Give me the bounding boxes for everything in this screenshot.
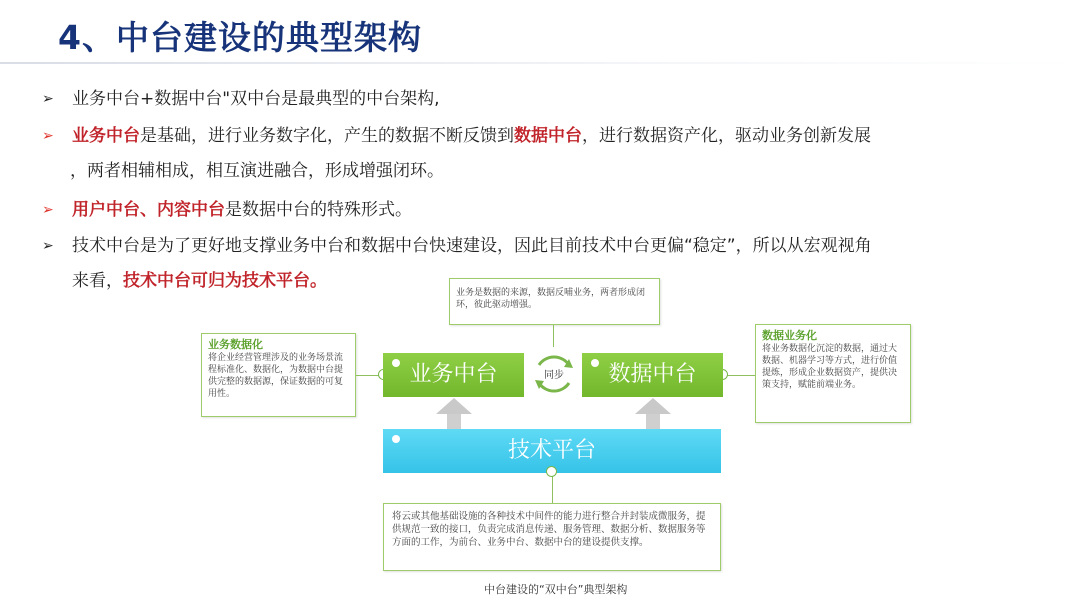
arrow-bullet-icon: ➢ [42, 128, 54, 144]
sync-label: 同步 [544, 370, 564, 381]
bullet-dot [392, 435, 400, 443]
data-platform-block [582, 353, 723, 397]
bullet-2-part: 是基础，进行业务数字化，产生的数据不断反馈到 [140, 126, 514, 146]
bottom-note: 将云或其他基础设施的各种技术中间件的能力进行整合并封装成微服务，提供规范一致的接口，负责完成消息传递、服务管理、数据分析、数据服务等方面的工作，为前台、业务中台、数据中台的建设提供支撑。 [383, 503, 721, 571]
bullet-2-text [72, 123, 871, 149]
bullet-1-text: 业务中台+数据中台"双中台是最典型的中台架构, [72, 89, 440, 109]
arrow-bullet-icon: ➢ [42, 202, 54, 218]
top-note: 业务是数据的来源，数据反哺业务，两者形成闭环，彼此驱动增强。 [449, 278, 660, 325]
tech-platform-label: 技术平台 [507, 438, 596, 463]
right-note [755, 324, 911, 423]
data-platform-label: 数据中台 [608, 362, 697, 387]
arrow-stem [646, 414, 660, 429]
bullet-2-part: ，进行数据资产化，驱动业务创新发展 [582, 126, 871, 146]
diagram-caption: 中台建设的“双中台”典型架构 [484, 583, 628, 596]
bullet-2-continuation: ，两者相辅相成，相互演进融合，形成增强闭环。 [70, 161, 444, 181]
left-note-heading: 业务数据化 [208, 338, 263, 351]
highlight-tech-platform: 技术中台可归为技术平台。 [123, 271, 327, 291]
connector-line [552, 473, 553, 503]
business-platform-label: 业务中台 [409, 362, 498, 387]
highlight-user-content-platform: 用户中台、内容中台 [72, 200, 225, 220]
left-note [201, 333, 356, 417]
arrow-bullet-icon: ➢ [42, 91, 54, 107]
up-arrow-icon [436, 398, 472, 414]
business-platform-block [383, 353, 524, 397]
left-note-body: 将企业经营管理涉及的业务场景流程标准化、数据化，为数据中台提供完整的数据源，保证数据的可复用性。 [208, 353, 344, 399]
arrow-stem [447, 414, 461, 429]
bullet-dot [591, 359, 599, 367]
bullet-4-part: 来看， [72, 271, 123, 291]
bullet-4-continuation [72, 268, 327, 294]
title-divider [0, 62, 1080, 64]
connector-line [724, 375, 755, 376]
bullet-4-text: 技术中台是为了更好地支撑业务中台和数据中台快速建设，因此目前技术中台更偏“稳定”，所以从宏观视角 [72, 236, 872, 256]
highlight-business-platform: 业务中台 [72, 126, 140, 146]
connector-node [546, 466, 557, 477]
connector-line [553, 325, 554, 347]
highlight-data-platform: 数据中台 [514, 126, 582, 146]
right-note-heading: 数据业务化 [762, 329, 817, 342]
bullet-3-text [72, 197, 412, 223]
page-title: 4、中台建设的典型架构 [58, 18, 422, 57]
bullet-dot [392, 359, 400, 367]
up-arrow-icon [635, 398, 671, 414]
arrow-bullet-icon: ➢ [42, 238, 54, 254]
bullet-3-part: 是数据中台的特殊形式。 [225, 200, 412, 220]
right-note-body: 将业务数据化沉淀的数据，通过大数据、机器学习等方式，进行价值提炼，形成企业数据资产，提供决策支持，赋能前端业务。 [762, 344, 898, 390]
